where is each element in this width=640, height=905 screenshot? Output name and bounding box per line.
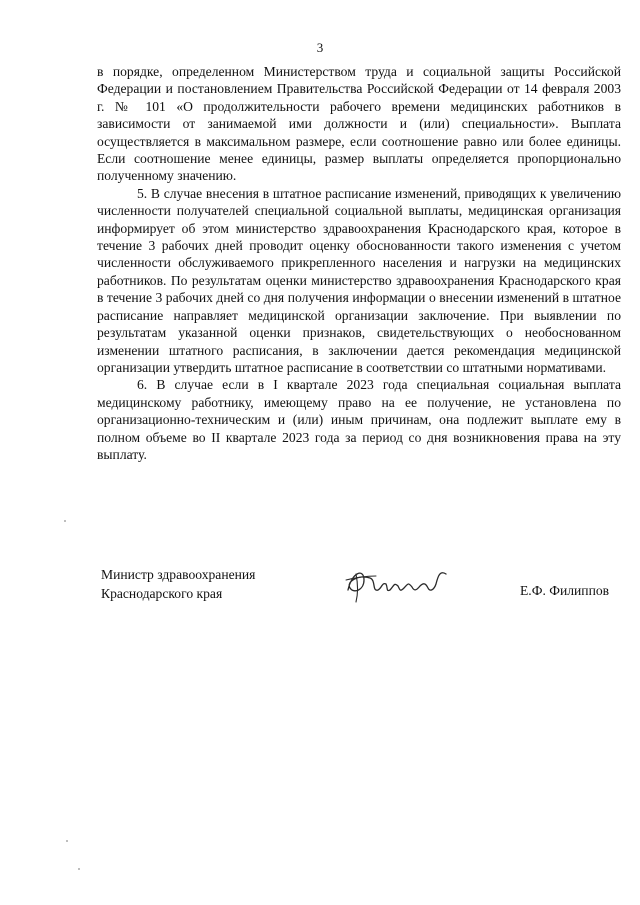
signatory-position-line-2: Краснодарского края (101, 586, 223, 601)
handwritten-signature (342, 560, 454, 608)
page-number: 3 (316, 40, 324, 55)
paragraph-continuation: в порядке, определенном Министерством труда и социальной защиты Российской Федерации и постановлением Правительства Российской Федерации от 14 февраля 2003 г. № 101 «О продолжительности рабочего времени медицинских работников в зависимости от занимаемой ими должности и (или) специальности». Выплата осуществляется в максимальном размере, если соотношение равно или более единицы. Если соотношение менее единицы, размер выплаты определяется пропорционально полученному значению. (97, 64, 621, 184)
signatory-position-line-1: Министр здравоохранения (101, 567, 256, 582)
scan-speck (78, 868, 80, 870)
signatory-position (101, 565, 255, 603)
paragraph-item-5: 5. В случае внесения в штатное расписание изменений, приводящих к увеличению численности получателей специальной социальной выплаты, медицинская организация информирует об этом министерство здравоохранения Краснодарского края, которое в течение 3 рабочих дней проводит оценку обоснованности такого изменения с учетом численности обслуживаемого прикрепленного населения и нагрузки на медицинских работников. По результатам оценки министерство здравоохранения Краснодарского края в течение 3 рабочих дней со дня получения информации о внесении изменений в штатное расписание направляет медицинской организации заключение. При выявлении по результатам указанной оценки признаков, свидетельствующих о необоснованном изменении штатного расписания, в заключении дается рекомендация медицинской организации утвердить штатное расписание в соответствии со штатными нормативами. (97, 185, 621, 375)
document-body (97, 63, 621, 463)
scan-speck (64, 520, 66, 522)
paragraph-item-6: 6. В случае если в I квартале 2023 года специальная социальная выплата медицинскому работнику, имеющему право на ее получение, не установлена по организационно-техническим и (или) иным причинам, она подлежит выплате ему в полном объеме во II квартале 2023 года за период со дня возникновения права на эту выплату. (97, 377, 621, 462)
scan-speck (66, 840, 68, 842)
signatory-name: Е.Ф. Филиппов (520, 583, 610, 598)
